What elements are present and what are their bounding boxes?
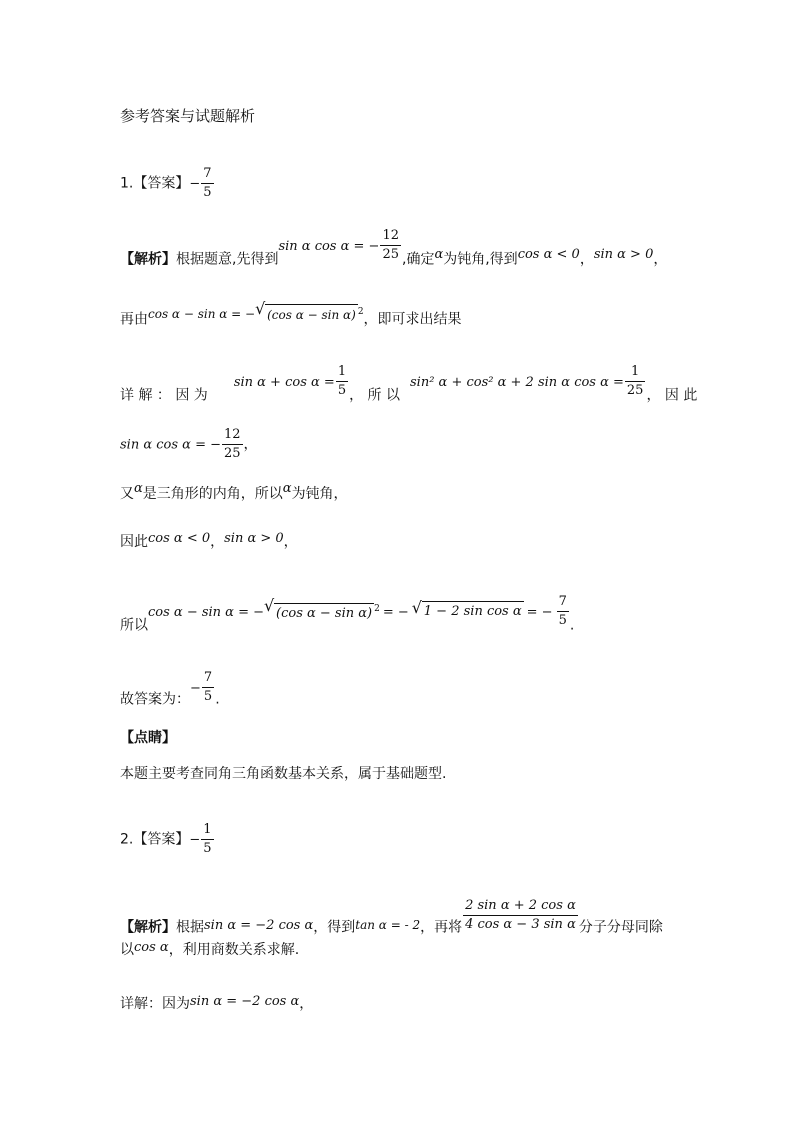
q1-so-text: 所以: [120, 617, 148, 634]
q1-analysis-text-c: 为钝角,得到: [443, 251, 518, 268]
q2-answer-label: 2.【答案】: [120, 831, 190, 848]
q1-so-equals-2: = −: [526, 604, 553, 620]
q1-detail-expr2-fraction: $\frac{1}{25}$: [626, 364, 644, 398]
q1-final-sign: −: [190, 680, 201, 696]
q1-detail-text-a: ， 所 以: [349, 387, 400, 404]
q1-answer-sign: −: [189, 176, 201, 192]
q1-analysis-cos-negative: cos α < 0: [517, 246, 580, 262]
alpha-symbol: α: [434, 246, 444, 262]
q1-so-fraction: $\frac{7}{5}$: [558, 594, 567, 628]
separator: ，: [243, 436, 258, 453]
q1-therefore-cos: cos α < 0: [148, 531, 211, 546]
q1-analysis-sin-positive: sin α > 0: [593, 246, 654, 262]
q1-detail-expr2: sin² α + cos² α + 2 sin α cos α =: [410, 374, 624, 390]
q1-analysis-line-2: [120, 299, 462, 331]
q1-analysis2-expr: cos α − sin α = −: [148, 306, 256, 321]
q2-analysis2-text-a: 以: [120, 942, 134, 958]
q2-analysis2-cos: cos α: [134, 940, 169, 955]
q1-detail-expr3: sin α cos α = −: [120, 437, 221, 453]
q1-therefore-sin: sin α > 0: [224, 531, 284, 546]
q1-analysis2-text-b: ，即可求出结果: [363, 311, 462, 328]
q1-analysis-expr1-fraction: $\frac{12}{25}$: [382, 228, 399, 262]
page-title: 参考答案与试题解析: [120, 107, 256, 125]
q1-dianjing-text: 本题主要考查同角三角函数基本关系，属于基础题型.: [120, 766, 447, 782]
q1-detail-text-b: ， 因 此: [646, 387, 698, 404]
q1-detail-label: 详 解 ： 因 为: [120, 387, 208, 404]
q1-dianjing-label: 【点睛】: [120, 730, 176, 746]
q1-analysis-text-b: ,确定: [402, 251, 435, 268]
q2-answer-fraction: $\frac{1}{5}$: [203, 822, 212, 856]
q2-detail-text: 详解：因为: [120, 996, 190, 1012]
q1-alpha-text-a: 又: [120, 486, 134, 502]
q1-answer-line: [120, 166, 215, 201]
q2-analysis-text-b: ，得到: [313, 919, 356, 936]
q2-analysis-fraction: $\frac{\text{2 sin α + 2 cos α}}{\text{4 cos α − 3 sin α}}$: [465, 898, 576, 932]
q1-so-equals: = −: [382, 604, 409, 620]
q2-analysis-tan: tan α = - 2: [355, 917, 421, 932]
q1-detail-expr3-fraction: $\frac{12}{25}$: [224, 427, 241, 461]
q1-analysis-line: [120, 228, 668, 277]
q1-analysis-text: 根据题意,先得到: [176, 251, 279, 268]
q2-detail-line: [120, 994, 313, 1015]
alpha-symbol: α: [134, 481, 143, 496]
separator: .: [569, 617, 575, 634]
square-root: √ (cos α − sin α) $^2$: [264, 599, 380, 623]
square-root: √ 1 − 2 sin cos α: [412, 601, 524, 622]
q1-alpha-line: [120, 481, 348, 505]
q1-alpha-text-b: 是三角形的内角，所以: [142, 486, 283, 502]
q1-therefore-text: 因此: [120, 534, 148, 550]
q1-analysis2-text: 再由: [120, 311, 148, 328]
q1-final-fraction: $\frac{7}{5}$: [203, 670, 213, 704]
separator: ，: [579, 251, 594, 268]
q1-detail-line: [120, 364, 698, 413]
q1-answer-label: 1.【答案】: [120, 175, 190, 192]
q1-detail-expr1: sin α + cos α =: [233, 374, 335, 390]
q2-analysis-text-a: 根据: [176, 919, 204, 936]
separator: ，: [299, 996, 314, 1012]
separator: .: [215, 691, 220, 708]
square-root: √ (cos α − sin α) $^2$: [255, 302, 363, 325]
q2-analysis-label: 【解析】: [120, 919, 176, 936]
q2-analysis-line-2: [120, 940, 299, 961]
q2-analysis-text-d: 分子分母同除: [578, 919, 663, 936]
q1-detail-line-2: [120, 427, 258, 462]
separator: ，: [210, 534, 225, 550]
q1-answer-fraction: $\frac{7}{5}$: [203, 166, 212, 200]
separator: ，: [283, 534, 298, 550]
q1-detail-expr1-fraction: $\frac{1}{5}$: [337, 364, 347, 398]
q1-alpha-text-c: 为钝角，: [291, 486, 348, 502]
q2-detail-expr: sin α = −2 cos α: [190, 994, 300, 1009]
q2-analysis2-text-b: ，利用商数关系求解.: [168, 942, 300, 958]
q1-final-text: 故答案为：: [120, 691, 190, 708]
q2-analysis-text-c: ，再将: [420, 919, 463, 936]
q1-therefore-line: [120, 532, 298, 553]
q1-final-line: [120, 670, 220, 717]
separator: ，: [653, 251, 668, 268]
q1-analysis-label: 【解析】: [120, 251, 176, 268]
q2-analysis-expr1: sin α = −2 cos α: [204, 917, 314, 933]
q1-so-expr: cos α − sin α = −: [148, 604, 265, 620]
alpha-symbol: α: [282, 481, 292, 496]
q2-answer-line: [120, 822, 215, 857]
q1-analysis-expr1: sin α cos α = −: [278, 238, 380, 254]
q2-answer-sign: −: [189, 832, 201, 848]
q1-so-line: [120, 594, 575, 643]
